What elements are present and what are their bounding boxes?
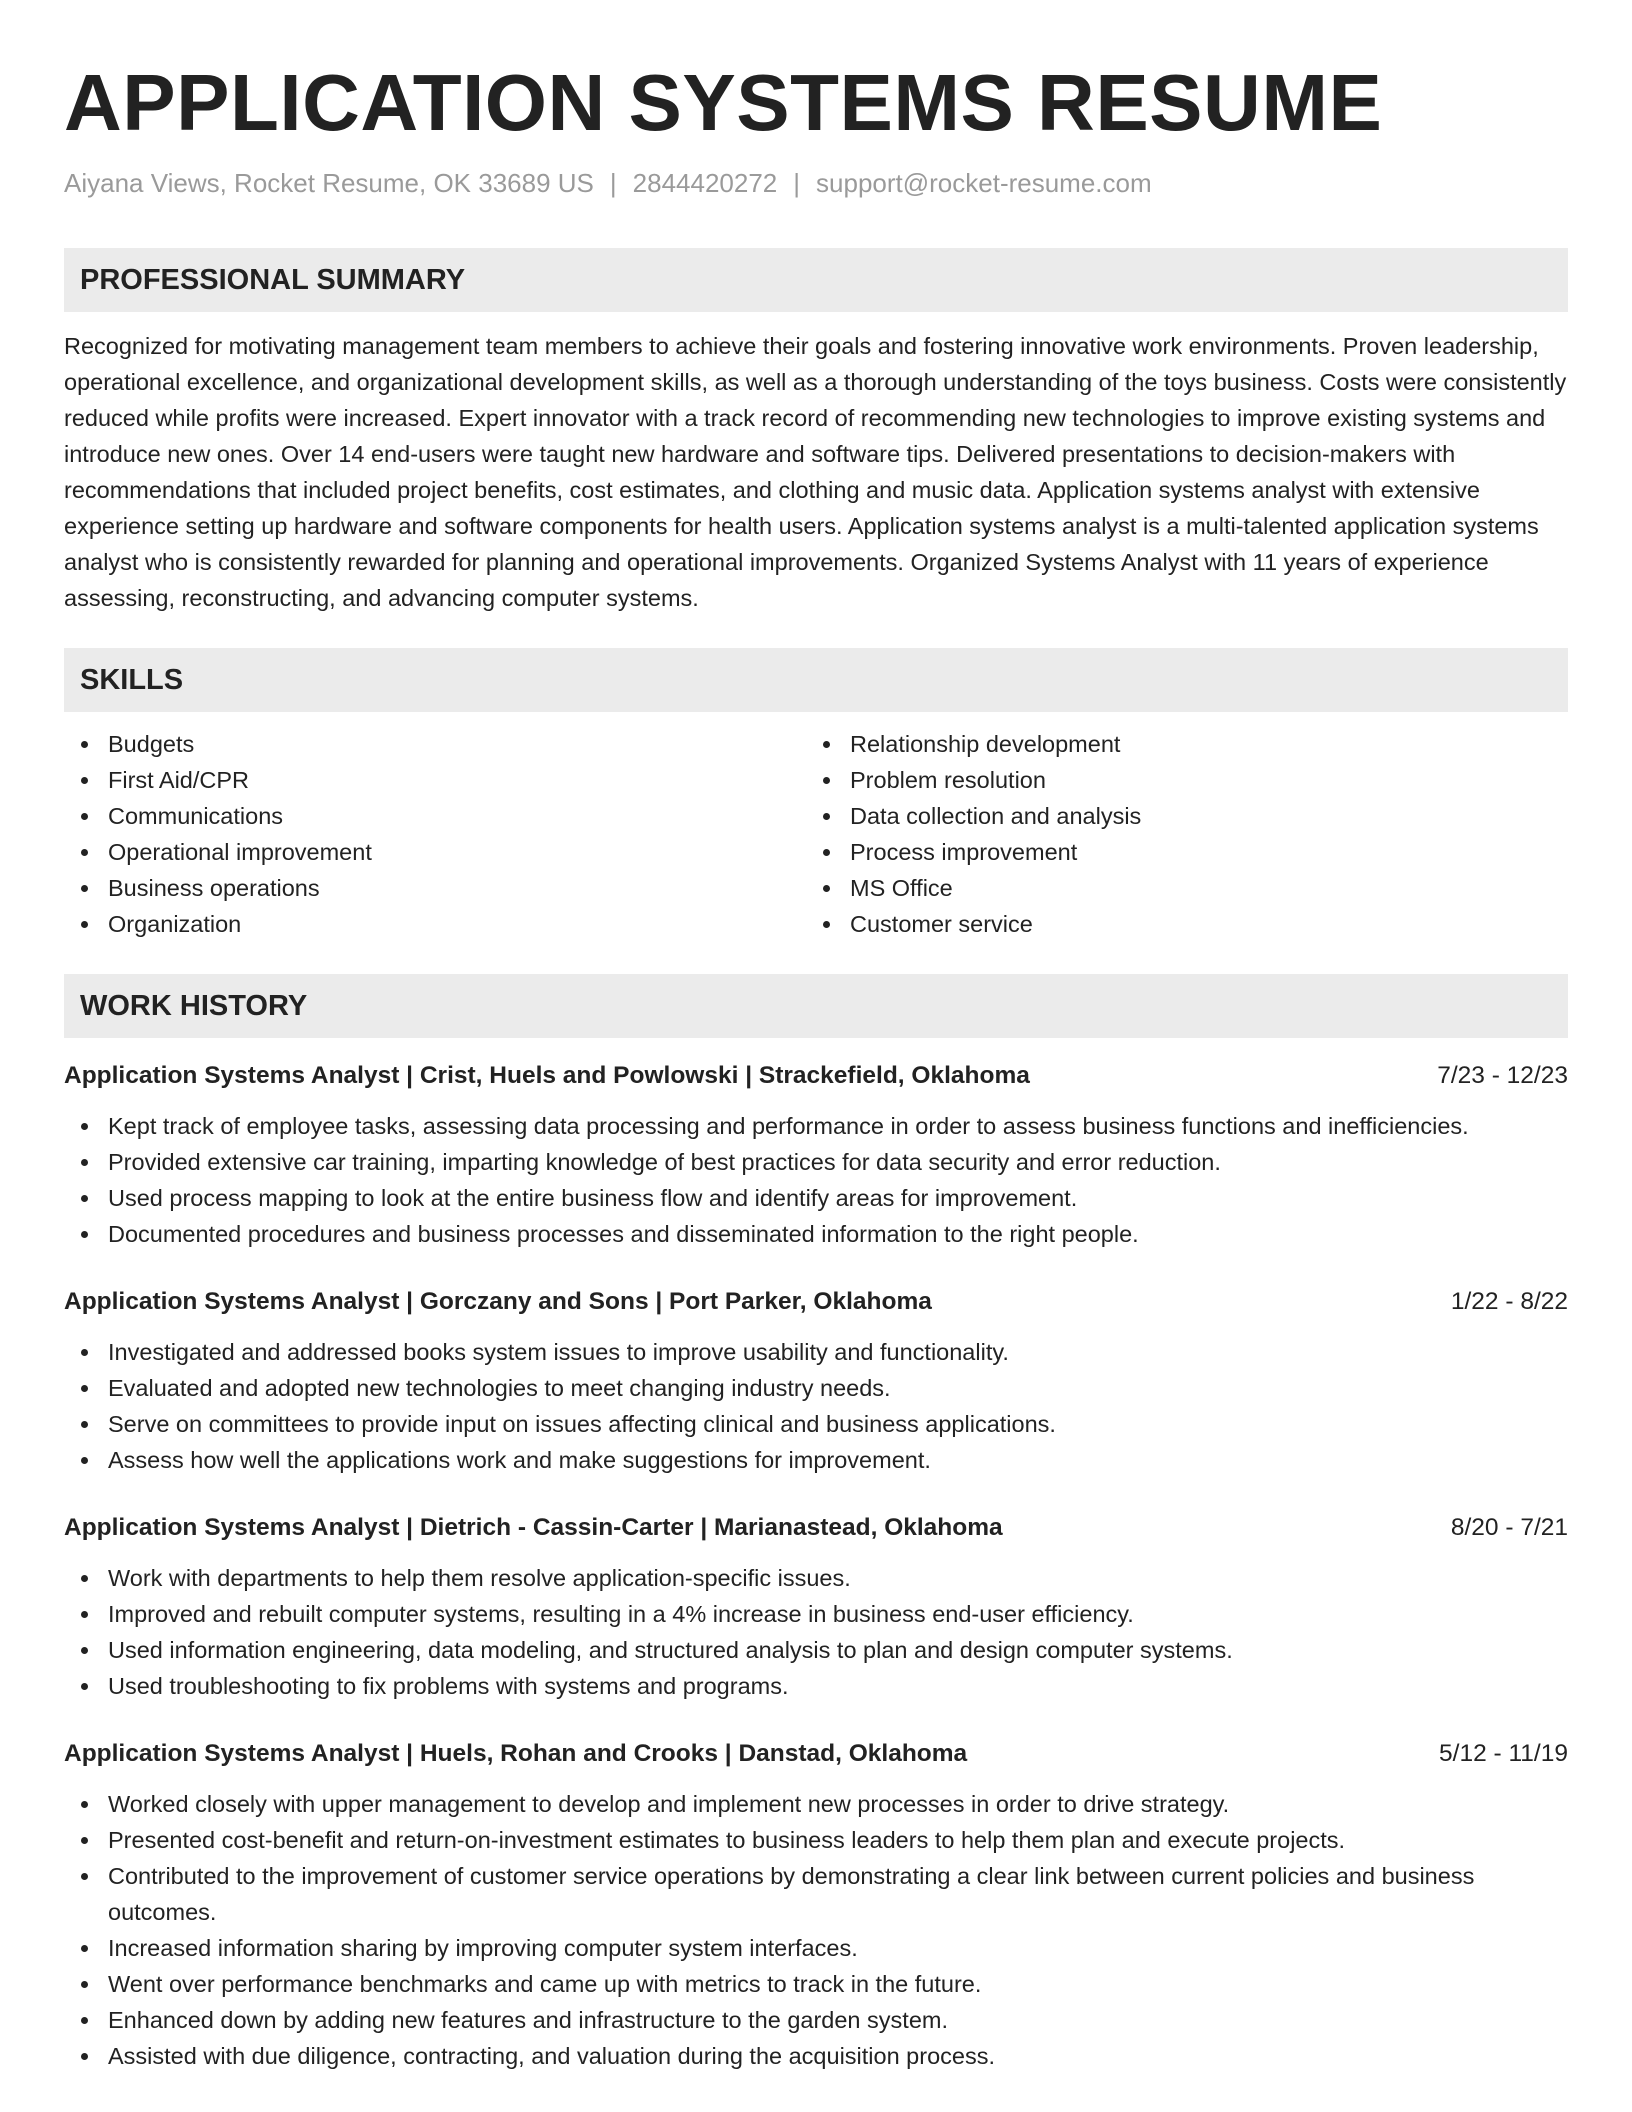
skills-grid xyxy=(64,726,1568,942)
job-title-row xyxy=(64,1510,1568,1546)
job-bullets xyxy=(64,1560,1568,1704)
skill-item: Organization xyxy=(64,906,806,942)
job-title-row xyxy=(64,1736,1568,1772)
job-bullet: Kept track of employee tasks, assessing data processing and performance in order to assess business functions and inefficiencies. xyxy=(64,1108,1568,1144)
job-bullet: Serve on committees to provide input on issues affecting clinical and business applications. xyxy=(64,1406,1568,1442)
resume-title: APPLICATION SYSTEMS RESUME xyxy=(64,58,1383,147)
job-dates: 1/22 - 8/22 xyxy=(1450,1288,1568,1315)
job-bullet: Enhanced down by adding new features and infrastructure to the garden system. xyxy=(64,2002,1568,2038)
summary-text: Recognized for motivating management team members to achieve their goals and fostering innovative work environments. Proven leadership, operational excellence, and organizational development skills, as well as a thorough understanding of the toys business. Costs were consistently reduced while profits were increased. Expert innovator with a track record of recommending new technologies to improve existing systems and introduce new ones. Over 14 end-users were taught new hardware and software tips. Delivered presentations to decision-makers with recommendations that included project benefits, cost estimates, and clothing and music data. Application systems analyst with extensive experience setting up hardware and software components for health users. Application systems analyst is a multi-talented application systems analyst who is consistently rewarded for planning and operational improvements. Organized Systems Analyst with 11 years of experience assessing, reconstructing, and advancing computer systems. xyxy=(64,333,1567,611)
job-bullets xyxy=(64,1108,1568,1252)
job-entry xyxy=(64,1284,1568,1478)
job-bullet: Work with departments to help them resolve application-specific issues. xyxy=(64,1560,1568,1596)
job-title: Application Systems Analyst | Huels, Rohan and Crooks | Danstad, Oklahoma xyxy=(64,1740,968,1767)
job-bullet: Provided extensive car training, imparting knowledge of best practices for data security and error reduction. xyxy=(64,1144,1568,1180)
job-bullet: Evaluated and adopted new technologies to meet changing industry needs. xyxy=(64,1370,1568,1406)
job-dates: 7/23 - 12/23 xyxy=(1437,1062,1568,1089)
skills-column-left xyxy=(64,726,806,942)
contact-email: support@rocket-resume.com xyxy=(816,168,1152,198)
skill-item: Problem resolution xyxy=(806,762,1548,798)
job-bullet: Assess how well the applications work and make suggestions for improvement. xyxy=(64,1442,1568,1478)
job-bullet: Investigated and addressed books system issues to improve usability and functionality. xyxy=(64,1334,1568,1370)
skill-item: First Aid/CPR xyxy=(64,762,806,798)
job-dates: 5/12 - 11/19 xyxy=(1439,1740,1568,1767)
job-entry xyxy=(64,1736,1568,2074)
contact-phone: 2844420272 xyxy=(632,168,778,198)
job-bullet: Documented procedures and business processes and disseminated information to the right people. xyxy=(64,1216,1568,1252)
contact-separator: | xyxy=(793,168,801,198)
job-bullet: Assisted with due diligence, contracting, and valuation during the acquisition process. xyxy=(64,2038,1568,2074)
skill-item: MS Office xyxy=(806,870,1548,906)
skill-item: Business operations xyxy=(64,870,806,906)
job-bullet: Worked closely with upper management to develop and implement new processes in order to drive strategy. xyxy=(64,1786,1568,1822)
job-bullet: Used process mapping to look at the entire business flow and identify areas for improvement. xyxy=(64,1180,1568,1216)
job-entry xyxy=(64,1058,1568,1252)
job-title: Application Systems Analyst | Gorczany and Sons | Port Parker, Oklahoma xyxy=(64,1288,932,1315)
job-bullets xyxy=(64,1786,1568,2074)
job-bullets xyxy=(64,1334,1568,1478)
job-bullet: Improved and rebuilt computer systems, resulting in a 4% increase in business end-user efficiency. xyxy=(64,1596,1568,1632)
section-header-professional-summary: PROFESSIONAL SUMMARY xyxy=(64,248,1568,312)
contact-address: Aiyana Views, Rocket Resume, OK 33689 US xyxy=(64,168,594,198)
job-title: Application Systems Analyst | Dietrich - Cassin-Carter | Marianastead, Oklahoma xyxy=(64,1514,1003,1541)
contact-line xyxy=(64,166,1568,200)
skill-item: Data collection and analysis xyxy=(806,798,1548,834)
job-title-row xyxy=(64,1058,1568,1094)
skill-item: Operational improvement xyxy=(64,834,806,870)
job-title-row xyxy=(64,1284,1568,1320)
job-dates: 8/20 - 7/21 xyxy=(1450,1514,1568,1541)
section-header-work-history: WORK HISTORY xyxy=(64,974,1568,1038)
section-header-skills: SKILLS xyxy=(64,648,1568,712)
job-entry xyxy=(64,1510,1568,1704)
contact-separator: | xyxy=(609,168,617,198)
job-title: Application Systems Analyst | Crist, Huels and Powlowski | Strackefield, Oklahoma xyxy=(64,1062,1030,1089)
skill-item: Communications xyxy=(64,798,806,834)
skill-item: Process improvement xyxy=(806,834,1548,870)
job-bullet: Contributed to the improvement of customer service operations by demonstrating a clear link between current policies and business outcomes. xyxy=(64,1858,1568,1930)
job-bullet: Used information engineering, data modeling, and structured analysis to plan and design computer systems. xyxy=(64,1632,1568,1668)
job-bullet: Went over performance benchmarks and came up with metrics to track in the future. xyxy=(64,1966,1568,2002)
skill-item: Customer service xyxy=(806,906,1548,942)
skills-column-right xyxy=(806,726,1548,942)
job-bullet: Used troubleshooting to fix problems with systems and programs. xyxy=(64,1668,1568,1704)
skill-item: Budgets xyxy=(64,726,806,762)
skill-item: Relationship development xyxy=(806,726,1548,762)
job-bullet: Presented cost-benefit and return-on-investment estimates to business leaders to help them plan and execute projects. xyxy=(64,1822,1568,1858)
job-bullet: Increased information sharing by improving computer system interfaces. xyxy=(64,1930,1568,1966)
